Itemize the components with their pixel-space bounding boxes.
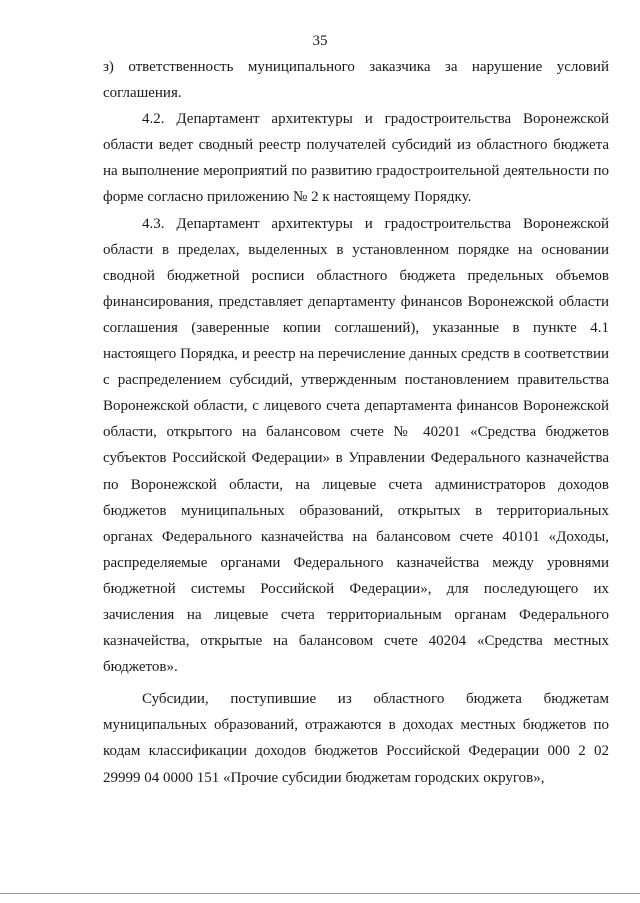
paragraph-4-3: 4.3. Департамент архитектуры и градостроительства Воронежской области в пределах, выделенных в установленном порядке на основании сводной бюджетной росписи областного бюджета предельных объемов финансирования, представляет департаменту финансов Воронежской области соглашения (заверенные копии соглашений), указанные в пункте 4.1 настоящего Порядка, и реестр на перечисление данных средств в соответствии с распределением субсидий, утвержденным постановлением правительства Воронежской области, с лицевого счета департамента финансов Воронежской области, открытого на балансовом счете № 40201 «Средства бюджетов субъектов Российской Федерации» в Управлении Федерального казначейства по Воронежской области, на лицевые счета администраторов доходов бюджетов муниципальных образований, открытых в территориальных органах Федерального казначейства на балансовом счете 40101 «Доходы, распределяемые органами Федерального казначейства между уровнями бюджетной системы Российской Федерации», для последующего их зачисления на лицевые счета территориальным органам Федерального казначейства, открытые на балансовом счете 40204 «Средства местных бюджетов».: [103, 215, 609, 676]
page-number: 35: [312, 33, 328, 49]
document-body: [103, 54, 609, 791]
page-bottom-edge: [0, 893, 640, 894]
paragraph-subsidies: Субсидии, поступившие из областного бюджета бюджетам муниципальных образований, отражаются в доходах местных бюджетов по кодам классификации доходов бюджетов Российской Федерации 000 2 02 29999 04 0000 151 «Прочие субсидии бюджетам городских округов»,: [103, 691, 609, 786]
paragraph-liability-clause: з) ответственность муниципального заказчика за нарушение условий соглашения.: [103, 59, 609, 102]
paragraph-4-2: 4.2. Департамент архитектуры и градостроительства Воронежской области ведет сводный реестр получателей субсидий из областного бюджета на выполнение мероприятий по развитию градостроительной деятельности по форме согласно приложению № 2 к настоящему Порядку.: [103, 111, 609, 206]
